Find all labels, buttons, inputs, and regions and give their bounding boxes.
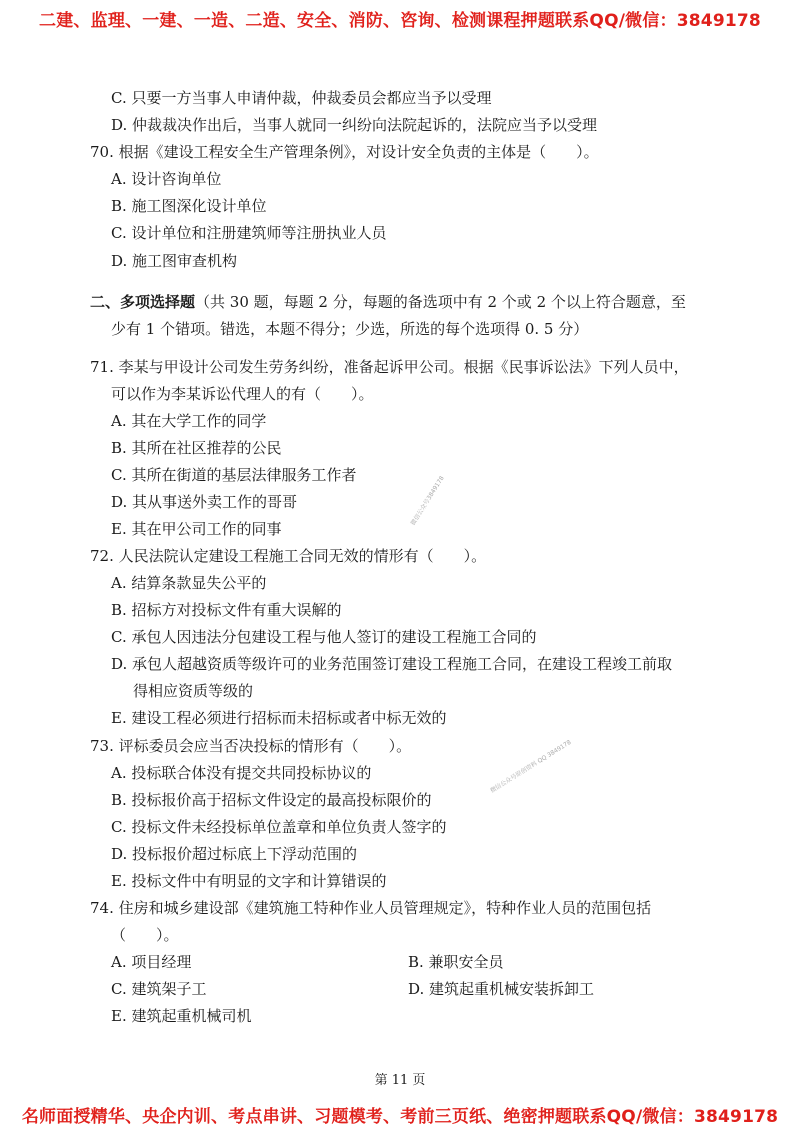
q73-option-b: B. 投标报价高于招标文件设定的最高投标限价的 (111, 791, 432, 809)
q72-option-e: E. 建设工程必须进行招标而未招标或者中标无效的 (111, 709, 447, 727)
q70-option-b: B. 施工图深化设计单位 (111, 197, 267, 215)
q72-stem: 72. 人民法院认定建设工程施工合同无效的情形有（ ）。 (90, 547, 487, 565)
watermark-1: 微信公众号3849178 (409, 474, 446, 527)
q73-option-c: C. 投标文件未经投标单位盖章和单位负责人签字的 (111, 818, 447, 836)
section-heading-line (90, 292, 686, 312)
q71-option-d: D. 其从事送外卖工作的哥哥 (111, 493, 298, 511)
q72-option-d: D. 承包人超越资质等级许可的业务范围签订建设工程施工合同，在建设工程竣工前取 (111, 655, 673, 673)
q71-option-e: E. 其在甲公司工作的同事 (111, 520, 282, 538)
q74-stem-1: 74. 住房和城乡建设部《建筑施工特种作业人员管理规定》，特种作业人员的范围包括 (90, 899, 652, 917)
q72-option-d-cont: 得相应资质等级的 (133, 682, 254, 700)
q70-option-d: D. 施工图审查机构 (111, 252, 238, 270)
section-desc-1: （共 30 题，每题 2 分，每题的备选项中有 2 个或 2 个以上符合题意，至 (195, 293, 686, 311)
q71-stem-2: 可以作为李某诉讼代理人的有（ ）。 (111, 385, 374, 403)
header-banner: 二建、监理、一建、一造、二造、安全、消防、咨询、检测课程押题联系QQ/微信：3849178 (39, 11, 761, 31)
q73-option-a: A. 投标联合体没有提交共同投标协议的 (111, 764, 372, 782)
watermark-2: 微信公众号原创资料 QQ 3849178 (489, 738, 573, 795)
q69-option-d: D. 仲裁裁决作出后，当事人就同一纠纷向法院起诉的，法院应当予以受理 (111, 116, 598, 134)
q70-option-a: A. 设计咨询单位 (111, 170, 222, 188)
q70-option-c: C. 设计单位和注册建筑师等注册执业人员 (111, 224, 387, 242)
q71-option-c: C. 其所在街道的基层法律服务工作者 (111, 466, 357, 484)
page-number: 第 11 页 (374, 1073, 426, 1088)
footer-banner: 名师面授精华、央企内训、考点串讲、习题模考、考前三页纸、绝密押题联系QQ/微信：3849178 (21, 1107, 779, 1127)
q74-option-e: E. 建筑起重机械司机 (111, 1007, 252, 1025)
q74-option-c: C. 建筑架子工 (111, 980, 207, 998)
q71-stem-1: 71. 李某与甲设计公司发生劳务纠纷，准备起诉甲公司。根据《民事诉讼法》下列人员中， (90, 358, 689, 376)
q71-option-b: B. 其所在社区推荐的公民 (111, 439, 282, 457)
section-title: 二、多项选择题 (90, 293, 196, 311)
q72-option-b: B. 招标方对投标文件有重大误解的 (111, 601, 342, 619)
q74-option-a: A. 项目经理 (111, 953, 192, 971)
q71-option-a: A. 其在大学工作的同学 (111, 412, 267, 430)
q74-option-b: B. 兼职安全员 (408, 953, 504, 971)
section-desc-2: 少有 1 个错项。错选，本题不得分；少选，所选的每个选项得 0. 5 分） (111, 320, 589, 338)
q72-option-a: A. 结算条款显失公平的 (111, 574, 267, 592)
q70-stem: 70. 根据《建设工程安全生产管理条例》，对设计安全负责的主体是（ ）。 (90, 143, 599, 161)
q73-option-e: E. 投标文件中有明显的文字和计算错误的 (111, 872, 387, 890)
q73-stem: 73. 评标委员会应当否决投标的情形有（ ）。 (90, 737, 412, 755)
q73-option-d: D. 投标报价超过标底上下浮动范围的 (111, 845, 358, 863)
q74-stem-2: （ ）。 (111, 926, 179, 944)
q74-option-d: D. 建筑起重机械安装拆卸工 (408, 980, 595, 998)
q72-option-c: C. 承包人因违法分包建设工程与他人签订的建设工程施工合同的 (111, 628, 537, 646)
q69-option-c: C. 只要一方当事人申请仲裁，仲裁委员会都应当予以受理 (111, 89, 492, 107)
